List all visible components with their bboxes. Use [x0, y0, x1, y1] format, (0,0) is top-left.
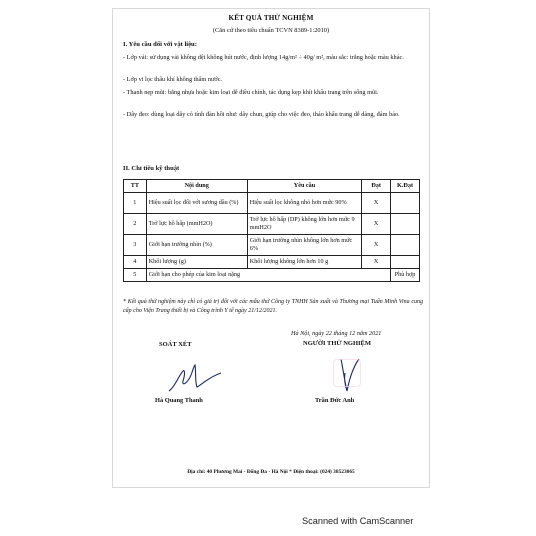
- table-row: [124, 235, 420, 256]
- section-1-heading: I. Yêu cầu đối với vật liệu:: [123, 41, 197, 48]
- cell-pass: X: [362, 193, 391, 214]
- document-title: KẾT QUẢ THỬ NGHIỆM: [228, 14, 314, 22]
- document-subtitle: (Căn cứ theo tiêu chuẩn TCVN 8389-1:2010): [212, 27, 330, 34]
- cell-tt: 1: [124, 193, 147, 214]
- reviewer-name: Hà Quang Thanh: [155, 397, 203, 404]
- table-row: [124, 269, 420, 282]
- cell-tt: 2: [124, 214, 147, 235]
- table-row: [124, 256, 420, 269]
- col-header-fail: K.Đạt: [391, 180, 420, 193]
- cell-fail: [391, 214, 420, 235]
- material-filter-paragraph: - Lớp vi lọc thấu khí không thấm nước.: [123, 76, 223, 83]
- material-nose-clip-paragraph: - Thanh nẹp mũi: bằng nhựa hoặc kim loại dễ điều chỉnh, tác dụng kẹp khít khẩu trang trên sống mũi.: [123, 89, 379, 96]
- cell-content: Hiệu suất lọc đối với sương dầu (%): [146, 193, 247, 214]
- document-page: [112, 8, 430, 488]
- table-row: [124, 193, 420, 214]
- cell-fail: [391, 235, 420, 256]
- cell-tt: 5: [124, 269, 147, 282]
- col-header-content: Nội dung: [146, 180, 247, 193]
- col-header-requirement: Yêu cầu: [247, 180, 361, 193]
- cell-pass: X: [362, 235, 391, 256]
- cell-content: Giới hạn trường nhìn (%): [146, 235, 247, 256]
- col-header-pass: Đạt: [362, 180, 391, 193]
- tester-name: Trần Đức Anh: [315, 397, 355, 404]
- cell-fail: [391, 193, 420, 214]
- tester-label: NGƯỜI THỬ NGHIỆM: [303, 340, 372, 347]
- issue-date: Hà Nội, ngày 22 tháng 12 năm 2021: [291, 330, 382, 337]
- table-header-row: [124, 180, 420, 193]
- scanner-caption: Scanned with CamScanner: [302, 516, 414, 526]
- col-header-tt: TT: [124, 180, 147, 193]
- document-footer: Địa chỉ: 40 Phương Mai - Đống Đa - Hà Nội * Điện thoại: (024) 38523065: [187, 469, 355, 475]
- cell-requirement: Khối lượng không lớn hơn 10 g: [247, 256, 361, 269]
- table-row: [124, 214, 420, 235]
- technical-spec-table: [123, 179, 420, 282]
- cell-pass: X: [362, 214, 391, 235]
- cell-content: Khối lượng (g): [146, 256, 247, 269]
- section-2-heading: II. Chỉ tiêu kỹ thuật: [123, 165, 180, 172]
- cell-requirement: Trở lực hô hấp (DP) không lớn hơn mức 9 mmH2O: [247, 214, 361, 235]
- watermark-stamp-icon: [333, 359, 361, 387]
- cell-content: Giới hạn cho phép của kim loại nặng: [146, 269, 390, 282]
- reviewer-signature-icon: [165, 361, 225, 397]
- cell-result: Phù hợp: [391, 269, 420, 282]
- reviewer-label: SOÁT XÉT: [159, 341, 192, 348]
- cell-tt: 3: [124, 235, 147, 256]
- cell-fail: [391, 256, 420, 269]
- cell-requirement: Hiệu suất lọc không nhỏ hơn mức 90%: [247, 193, 361, 214]
- cell-content: Trở lực hô hấp (mmH2O): [146, 214, 247, 235]
- material-fabric-paragraph: - Lớp vải: sử dụng vải không dệt không hút nước, định lượng 14g/m² ÷ 40g/ m², màu sắc: trắng hoặc màu khác.: [123, 54, 404, 61]
- cell-pass: X: [362, 256, 391, 269]
- cell-requirement: Giới hạn trường nhìn không lớn hơn mức 6%: [247, 235, 361, 256]
- test-result-note: * Kết quả thử nghiệm này chỉ có giá trị đối với các mẫu thử Công ty TNHH Sản xuất và Thương mại Tuấn Minh Vina cung cấp cho Viện Trang thiết bị và Công trình Y tế ngày 21/12/2021.: [123, 299, 423, 314]
- material-strap-paragraph: - Dây đeo: dùng loại dây có tính đàn hồi như: dây chun, giúp cho việc đeo, tháo khẩu trang dễ dàng, đảm bảo.: [123, 111, 400, 118]
- cell-tt: 4: [124, 256, 147, 269]
